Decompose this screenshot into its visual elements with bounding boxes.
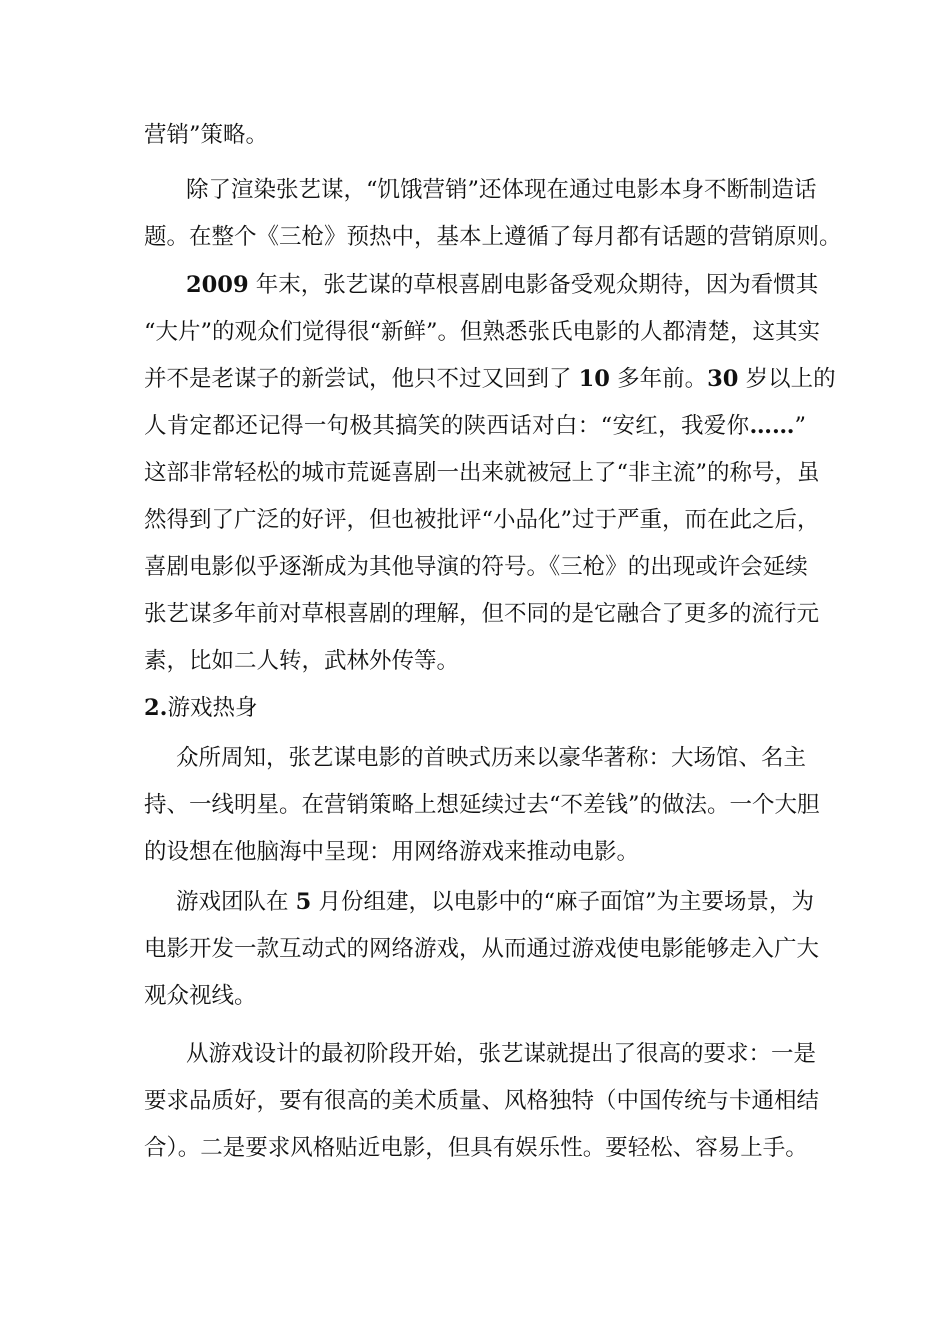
text-segment: 人肯定都还记得一句极其搞笑的陕西话对白：“安红，我爱你 <box>144 413 750 439</box>
text-line <box>186 170 817 210</box>
text-line <box>144 641 806 681</box>
text-segment: 众所周知，张艺谋电影的首映式历来以豪华著称：大场馆、名主 <box>176 745 807 771</box>
text-segment: ” <box>794 413 806 439</box>
text-line <box>144 359 836 399</box>
text-line <box>186 1034 817 1074</box>
text-segment: 并不是老谋子的新尝试，他只不过又回到了 <box>144 366 579 392</box>
text-segment: 营销”策略。 <box>144 122 269 148</box>
text-line <box>186 265 819 305</box>
bold-text-segment: 2009 <box>186 272 249 298</box>
bold-text-segment: 2. <box>144 695 168 721</box>
text-line <box>144 406 806 446</box>
text-segment: 从游戏设计的最初阶段开始，张艺谋就提出了很高的要求：一是 <box>186 1041 817 1067</box>
text-segment: 年末，张艺谋的草根喜剧电影备受观众期待，因为看惯其 <box>248 272 819 298</box>
text-line <box>144 115 806 155</box>
text-line <box>144 453 820 493</box>
text-line <box>144 500 820 540</box>
text-segment: 持、一线明星。在营销策略上想延续过去“不差钱”的做法。一个大胆 <box>144 792 820 818</box>
text-line <box>144 785 820 825</box>
bold-text-segment: …… <box>749 413 795 439</box>
text-segment: 这部非常轻松的城市荒诞喜剧一出来就被冠上了“非主流”的称号，虽 <box>144 460 820 486</box>
text-line <box>144 1081 820 1121</box>
text-line <box>144 1128 806 1168</box>
text-line <box>144 217 842 257</box>
text-segment: 的设想在他脑海中呈现：用网络游戏来推动电影。 <box>144 839 640 865</box>
text-segment: 除了渲染张艺谋，“饥饿营销”还体现在通过电影本身不断制造话 <box>186 177 817 203</box>
text-segment: 合）。二是要求风格贴近电影，但具有娱乐性。要轻松、容易上手。 <box>144 1135 808 1161</box>
text-segment: 多年前。 <box>609 366 708 392</box>
text-line <box>176 738 806 778</box>
bold-text-segment: 30 <box>707 366 739 392</box>
text-segment: 游戏热身 <box>167 695 258 721</box>
bold-text-segment: 10 <box>578 366 610 392</box>
text-line <box>144 929 820 969</box>
text-segment: 题。在整个《三枪》预热中，基本上遵循了每月都有话题的营销原则。 <box>144 224 842 250</box>
text-line <box>144 547 806 587</box>
text-line <box>176 882 814 922</box>
text-segment: 观众视线。 <box>144 983 257 1009</box>
text-segment: 电影开发一款互动式的网络游戏，从而通过游戏使电影能够走入广大 <box>144 936 820 962</box>
text-segment: 月份组建，以电影中的“麻子面馆”为主要场景，为 <box>311 889 814 915</box>
text-segment: 然得到了广泛的好评，但也被批评“小品化”过于严重，而在此之后， <box>144 507 820 533</box>
text-segment: 游戏团队在 <box>176 889 296 915</box>
text-line <box>144 688 806 728</box>
text-line <box>144 312 821 352</box>
text-line <box>144 594 820 634</box>
bold-text-segment: 5 <box>295 889 312 915</box>
text-segment: 岁以上的 <box>738 366 836 392</box>
text-segment: “大片”的观众们觉得很“新鲜”。但熟悉张氏电影的人都清楚，这其实 <box>144 319 821 345</box>
text-segment: 张艺谋多年前对草根喜剧的理解，但不同的是它融合了更多的流行元 <box>144 601 820 627</box>
text-line <box>144 976 806 1016</box>
text-segment: 要求品质好，要有很高的美术质量、风格独特（中国传统与卡通相结 <box>144 1088 820 1114</box>
text-segment: 素，比如二人转，武林外传等。 <box>144 648 460 674</box>
text-segment: 喜剧电影似乎逐渐成为其他导演的符号。《三枪》的出现或许会延续 <box>144 554 808 580</box>
text-line <box>144 832 806 872</box>
